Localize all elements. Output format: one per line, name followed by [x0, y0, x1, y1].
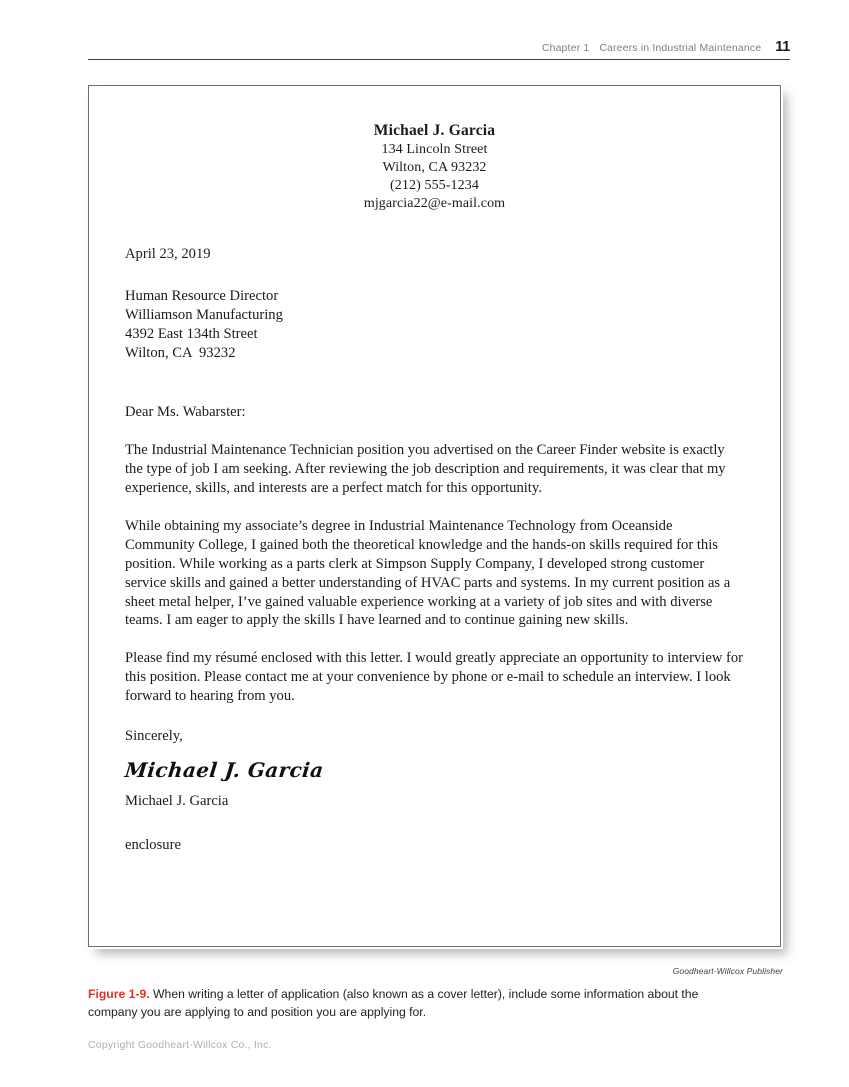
- figure-caption: [88, 985, 748, 1021]
- salutation: Dear Ms. Wabarster:: [125, 404, 246, 421]
- header-rule: [88, 59, 790, 60]
- letter-date: April 23, 2019: [125, 246, 211, 263]
- letter-paragraph-1: The Industrial Maintenance Technician position you advertised on the Career Finder website is exactly the type of job I am seeking. After reviewing the job description and requirements, it was clear that my experience, skills, and interests are a perfect match for this opportunity.: [125, 442, 726, 497]
- inside-address-line: 4392 East 134th Street: [125, 326, 258, 343]
- letter-paragraph-3: Please find my résumé enclosed with this letter. I would greatly appreciate an opportunity to interview for this position. Please contact me at your convenience by phone or e-mail to schedule an interview. I look forward to hearing from you.: [125, 650, 744, 705]
- letterhead-email: mjgarcia22@e-mail.com: [363, 195, 506, 211]
- inside-address: [125, 287, 744, 363]
- running-head: [88, 38, 790, 56]
- figure-number-label: Figure 1-9.: [88, 987, 150, 1001]
- letterhead: [89, 121, 780, 212]
- page-number: 11: [775, 39, 790, 55]
- inside-address-line: Williamson Manufacturing: [125, 307, 283, 324]
- handwritten-signature: Michael J. Garcia: [123, 757, 325, 782]
- enclosure-notation: enclosure: [125, 836, 181, 853]
- figure-caption-text: When writing a letter of application (also known as a cover letter), include some information about the company you are applying to and position you are applying for.: [88, 987, 699, 1020]
- typed-signature-name: Michael J. Garcia: [125, 792, 229, 809]
- inside-address-line: Human Resource Director: [125, 288, 279, 305]
- letter-of-application-figure: [88, 85, 781, 947]
- letterhead-street: 134 Lincoln Street: [381, 141, 488, 157]
- letter-body: [125, 245, 744, 854]
- running-head-chapter: Chapter 1: [541, 42, 590, 54]
- inside-address-line: Wilton, CA 93232: [125, 345, 236, 362]
- letter-paragraph-2: While obtaining my associate’s degree in Industrial Maintenance Technology from Oceanside Community College, I gained both the theoretical knowledge and the hands-on skills required for this position. While working as a parts clerk at Simpson Supply Company, I developed strong customer service skills and gained a better understanding of HVAC parts and systems. In my current position as a sheet metal helper, I’ve gained valuable experience working at a variety of job sites and with diverse teams. I am eager to apply the skills I have learned and to continue gaining new skills.: [125, 517, 731, 629]
- footer-copyright: Copyright Goodheart-Willcox Co., Inc.: [88, 1039, 272, 1051]
- signature-block: [125, 746, 744, 811]
- letterhead-name: Michael J. Garcia: [373, 122, 496, 139]
- letterhead-phone: (212) 555-1234: [390, 177, 479, 193]
- running-head-title: Careers in Industrial Maintenance: [599, 42, 762, 54]
- image-credit-line: Goodheart-Willcox Publisher: [672, 966, 783, 976]
- letterhead-city-state-zip: Wilton, CA 93232: [382, 159, 487, 175]
- complimentary-close: Sincerely,: [125, 727, 183, 744]
